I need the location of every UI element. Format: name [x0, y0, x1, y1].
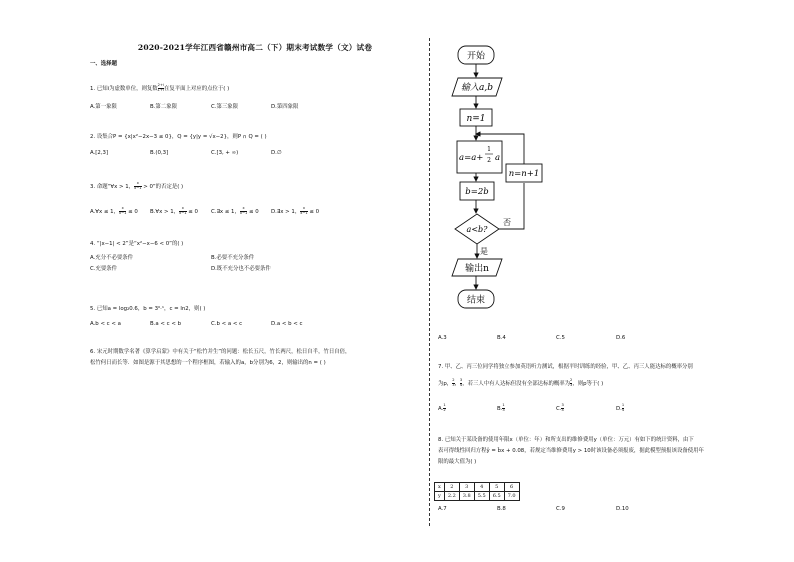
q3-option-a-den: x−1 — [118, 210, 127, 215]
q4-option-b: B.必要不充分条件 — [211, 255, 255, 261]
q6-option-a: A.3 — [438, 335, 447, 341]
question-4: 4. “|x−1| < 2”是“x²−x−6 < 0”的( ) — [90, 241, 184, 247]
q7-text-c: ，若三人中有人达标但没有全部达标的概率为 — [462, 380, 571, 387]
flow-incr-label: n=n+1 — [508, 169, 540, 179]
q1-frac-num: 2+i — [157, 83, 164, 87]
table-cell: 5.5 — [474, 492, 489, 501]
exam-title: 2020-2021学年江西省赣州市高二（下）期末考试数学（文）试卷 — [137, 43, 373, 52]
q3-option-d-text: D.∃x > 1， — [271, 208, 301, 215]
q7-option-d-num: 1 — [621, 403, 625, 407]
q7-frac-3-den: 3 — [570, 382, 573, 387]
q3-option-d — [271, 207, 319, 216]
q7-option-c-letter: C. — [556, 405, 562, 412]
table-cell: 7.0 — [504, 492, 519, 501]
q3-option-c-den: x−1 — [239, 210, 248, 215]
q7-option-d — [616, 404, 624, 413]
table-cell: x — [435, 483, 445, 492]
question-5: 5. 已知a = log₂0.6，b = 3⁰·¹，c = ln2，则( ) — [90, 306, 206, 312]
flow-assign-a-num: 1 — [487, 146, 491, 153]
question-7-line-1: 7. 甲、乙、丙三位同学将独立参加英语听力测试，根据平时训练的经验，甲、乙、丙三人能达标的概率分别 — [438, 364, 693, 370]
q7-option-b — [497, 404, 505, 413]
flow-assign-b-label: b=2b — [465, 187, 489, 197]
flow-no-label: 否 — [503, 218, 511, 227]
table-cell: 2.2 — [444, 492, 459, 501]
flow-output-label: 输出n — [465, 264, 489, 274]
flow-yes-label: 是 — [480, 247, 488, 256]
q7-option-a-fraction — [443, 404, 445, 413]
q3-option-c-text: C.∃x ≤ 1， — [211, 208, 240, 215]
q3-option-b-text: B.∀x > 1， — [150, 208, 180, 215]
question-8-line-2: 表可得线性回归方程ŷ = b̂x + 0.08，若规定当维修费用y > 10时该设备必须报废，据此模型预报该设备使用年 — [438, 448, 704, 454]
q3-frac-num: x — [134, 182, 141, 187]
q7-option-b-den: 3 — [502, 407, 505, 412]
q7-option-c-num: 3 — [561, 403, 564, 407]
q1-option-d: D.第四象限 — [271, 104, 299, 110]
q3-option-b-fraction — [179, 207, 186, 216]
q3-frac-den: x−1 — [134, 185, 142, 190]
q3-option-c — [211, 207, 259, 216]
flow-init-label: n=1 — [466, 114, 486, 124]
q3-option-a-text: A.∀x ≤ 1， — [90, 208, 119, 215]
data-table — [434, 482, 520, 501]
q3-stem-a: 3. 命题“∀x > 1， — [90, 183, 135, 190]
flow-start-label: 开始 — [466, 51, 486, 62]
q7-frac-2-den: 4 — [459, 382, 463, 387]
column-divider — [429, 38, 430, 526]
flowchart — [440, 40, 560, 315]
table-cell: 4 — [474, 483, 489, 492]
flow-assign-a-suffix: a — [495, 153, 501, 163]
q6-option-c: C.5 — [556, 335, 565, 341]
q3-option-b — [150, 207, 198, 216]
flow-input-label: 输入a,b — [461, 83, 493, 93]
q7-option-c-den: 4 — [561, 407, 564, 412]
q5-option-a: A.b < c < a — [90, 321, 121, 327]
q8-option-b: B.8 — [497, 506, 506, 512]
q3-option-d-fraction — [300, 207, 307, 216]
q7-frac-2-num: 3 — [459, 378, 463, 382]
q7-option-b-fraction — [502, 404, 504, 413]
question-7-line-2 — [438, 379, 603, 388]
q3-option-d-tail: ≤ 0 — [307, 208, 320, 215]
q3-stem-b: > 0”的否定是( ) — [141, 183, 184, 190]
q4-option-c: C.充要条件 — [90, 266, 118, 272]
q8-option-c: C.9 — [556, 506, 565, 512]
question-6-line-2: 松竹何日而长等．如图是源于其思想的一个程序框图，若输入的a，b分别为6，2，则输出的n = ( ) — [90, 360, 326, 366]
table-row — [435, 483, 520, 492]
q4-option-a: A.充分不必要条件 — [90, 255, 134, 261]
question-1 — [90, 84, 229, 93]
q7-option-b-num: 1 — [502, 403, 505, 407]
q5-option-d: D.a < b < c — [271, 321, 303, 327]
table-row — [435, 492, 520, 501]
question-8-line-3: 限的最大值为( ) — [438, 459, 477, 465]
q8-option-d: D.10 — [616, 506, 629, 512]
q1-frac-den: 1+i — [157, 87, 164, 92]
q2-option-a: A.[2,3] — [90, 150, 109, 156]
table-cell: 2 — [444, 483, 459, 492]
q3-option-b-num: x — [179, 207, 186, 212]
question-3 — [90, 182, 183, 191]
q7-frac-3-num: 2 — [570, 378, 573, 382]
q2-option-c: C.[3, + ∞) — [211, 150, 239, 156]
q1-option-b: B.第二象限 — [150, 104, 177, 110]
q3-option-b-tail: ≤ 0 — [186, 208, 198, 215]
q3-option-d-den: x−1 — [300, 210, 308, 215]
q5-option-c: C.b < a < c — [211, 321, 243, 327]
table-cell: 3.8 — [459, 492, 474, 501]
q3-fraction — [134, 182, 141, 191]
flow-assign-a-den: 2 — [487, 157, 491, 164]
q2-option-d: D.∅ — [271, 150, 282, 156]
q1-stem-b: 在复平面上对应的点位于( ) — [163, 85, 230, 92]
q7-option-c-fraction — [561, 404, 563, 413]
q3-option-a — [90, 207, 138, 216]
q7-option-a-den: 2 — [443, 407, 446, 412]
q7-text-d: ，则p等于( ) — [572, 380, 604, 387]
q7-option-d-fraction — [622, 404, 624, 413]
q7-option-a — [438, 404, 446, 413]
q6-option-d: D.6 — [616, 335, 626, 341]
q5-option-b: B.a < c < b — [150, 321, 181, 327]
q3-option-c-num: x — [240, 207, 247, 212]
q7-option-c — [556, 404, 564, 413]
question-8-line-1: 8. 已知关于某设备的使用年限x（单位：年）和所支出的维修费用y（单位：万元）有如下的统计资料，由下 — [438, 437, 694, 443]
q1-option-c: C.第三象限 — [211, 104, 239, 110]
flow-decision-label: a<b? — [466, 225, 488, 234]
q8-option-a: A.7 — [438, 506, 447, 512]
question-6-line-1: 6. 宋元时期数学名著《算学启蒙》中有关于“松竹并生”的问题：松长五尺，竹长两尺，松日自半，竹日自倍， — [90, 349, 351, 355]
q6-option-b: B.4 — [497, 335, 506, 341]
q3-option-b-den: x−1 — [179, 210, 187, 215]
q7-option-a-letter: A. — [438, 405, 444, 412]
section-heading: 一、选择题 — [90, 61, 117, 67]
q1-option-a: A.第一象限 — [90, 104, 117, 110]
table-cell: 6 — [504, 483, 519, 492]
q2-option-b: B.(0,3] — [150, 150, 169, 156]
q1-stem-a: 1. 已知i为虚数单位，则复数 — [90, 85, 158, 92]
q7-frac-1-num: 2 — [452, 378, 455, 382]
table-cell: 3 — [459, 483, 474, 492]
q3-option-a-tail: ≤ 0 — [126, 208, 138, 215]
q7-text-b: ， — [454, 380, 460, 387]
table-cell: 5 — [489, 483, 504, 492]
q7-frac-1-den: 3 — [452, 382, 455, 387]
table-cell: y — [435, 492, 445, 501]
q3-option-d-num: x — [300, 207, 307, 212]
q4-option-d: D.既不充分也不必要条件 — [211, 266, 271, 272]
question-2: 2. 设集合P = {x|x²−2x−3 ≤ 0}，Q = {y|y = √x−2}，则P ∩ Q = ( ) — [90, 134, 267, 140]
q7-option-d-letter: D. — [616, 405, 622, 412]
q7-option-d-den: 4 — [621, 407, 625, 412]
q3-option-a-num: x — [119, 207, 126, 212]
q7-text-a: 为p， — [438, 380, 453, 387]
table-cell: 6.5 — [489, 492, 504, 501]
q7-option-a-num: 1 — [443, 403, 446, 407]
q3-option-c-tail: ≤ 0 — [247, 208, 259, 215]
q7-option-b-letter: B. — [497, 405, 503, 412]
flow-end-label: 结束 — [466, 295, 486, 306]
flow-assign-a-prefix: a=a+ — [459, 153, 484, 163]
